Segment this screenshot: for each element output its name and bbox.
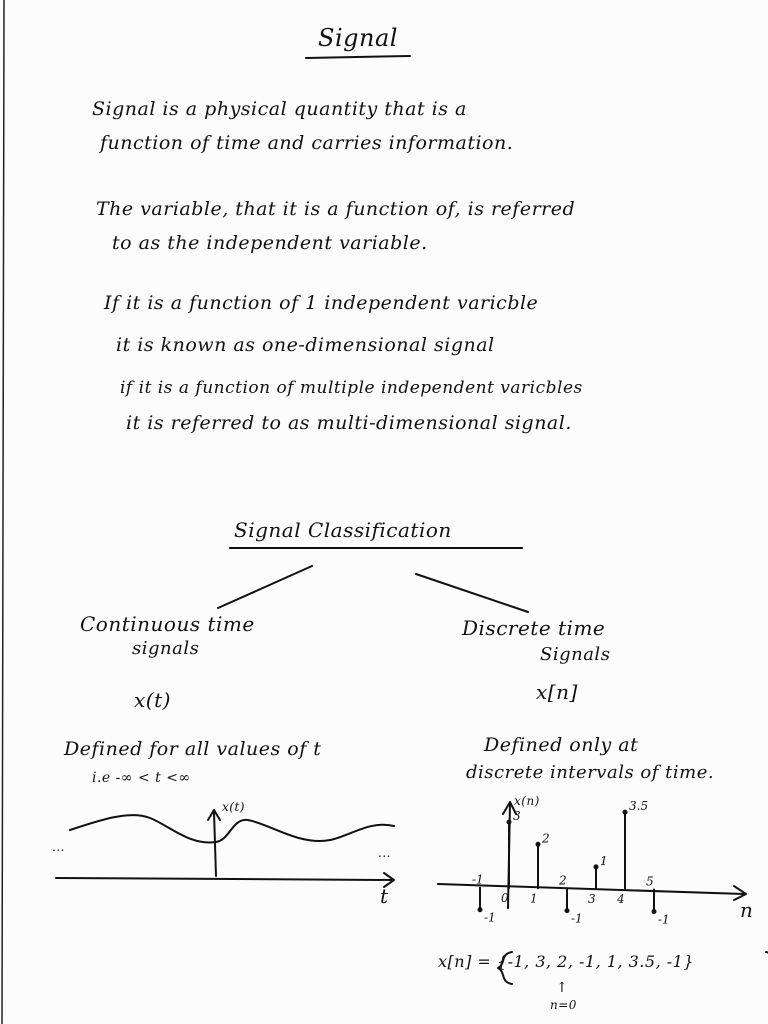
continuous-y-axis [214, 812, 216, 876]
continuous-x-axis [56, 878, 392, 880]
continuous-dots-right: ... [378, 846, 391, 860]
x-tick-label: 1 [530, 891, 538, 906]
discrete-notation: x[n] [536, 680, 578, 704]
stem-value-label: -1 [484, 910, 496, 925]
page-title: Signal [318, 24, 398, 52]
discrete-stems [472, 799, 670, 926]
stem-value-label: 3.5 [629, 799, 649, 814]
x-tick-label: 5 [646, 874, 654, 889]
stem-point [507, 820, 512, 825]
classification-heading: Signal Classification [234, 518, 452, 542]
paragraph-3-line-2: it is known as one-dimensional signal [116, 334, 495, 356]
continuous-graph [56, 810, 394, 887]
continuous-name-line-1: Continuous time [80, 612, 255, 636]
paragraph-1-line-2: function of time and carries information. [100, 132, 514, 154]
title-underline [306, 56, 410, 58]
discrete-axis-x-label: n [740, 898, 754, 922]
discrete-axis-y-label: x(n) [514, 794, 540, 808]
continuous-axis-x-label: t [380, 884, 389, 908]
paragraph-2-line-2: to as the independent variable. [112, 232, 428, 254]
paragraph-3-line-3: if it is a function of multiple independent varicbles [120, 378, 583, 398]
stem-value-label: -1 [658, 912, 670, 927]
continuous-desc-line-1: Defined for all values of t [64, 738, 322, 760]
stem-point [652, 909, 657, 914]
paragraph-3-line-1: If it is a function of 1 independent varicble [104, 292, 539, 314]
x-tick-label: 0 [501, 891, 509, 905]
x-tick-label: 3 [588, 891, 596, 906]
page-left-edge [2, 0, 4, 1024]
stem-point [594, 864, 599, 869]
paragraph-2-line-1: The variable, that it is a function of, is referred [96, 198, 576, 220]
stem-point [536, 842, 541, 847]
continuous-waveform [70, 815, 394, 842]
branch-right [416, 574, 528, 612]
x-tick-label: 4 [617, 892, 625, 907]
continuous-desc-line-2: i.e -∞ < t <∞ [92, 770, 191, 786]
continuous-axis-y-label: x(t) [222, 800, 245, 814]
stem-value-label: -1 [571, 911, 583, 926]
discrete-desc-line-2: discrete intervals of time. [466, 762, 715, 783]
continuous-dots-left: ... [52, 840, 65, 854]
stem-value-label: 2 [542, 831, 550, 846]
continuous-notation: x(t) [134, 688, 171, 712]
x-tick-label: 2 [559, 873, 567, 888]
paragraph-3-line-4: it is referred to as multi-dimensional signal. [126, 412, 572, 434]
discrete-name-line-1: Discrete time [462, 616, 606, 640]
sequence-marker-label: n=0 [550, 998, 577, 1012]
stem-value-label: 3 [513, 809, 521, 823]
paragraph-1-line-1: Signal is a physical quantity that is a [92, 98, 467, 120]
stem-point [623, 810, 628, 815]
sequence-marker: ↑ [556, 980, 569, 996]
discrete-desc-line-1: Defined only at [484, 734, 639, 756]
stem-value-label: 1 [600, 853, 608, 868]
discrete-graph [438, 799, 746, 926]
discrete-name-line-2: Signals [540, 644, 611, 665]
x-tick-label: -1 [472, 872, 484, 887]
discrete-sequence: x[n] = {-1, 3, 2, -1, 1, 3.5, -1} [438, 952, 695, 971]
stem-point [478, 907, 483, 912]
continuous-name-line-2: signals [132, 638, 200, 659]
sequence-left-brace [498, 952, 512, 984]
branch-left [218, 566, 312, 608]
stem-point [565, 908, 570, 913]
